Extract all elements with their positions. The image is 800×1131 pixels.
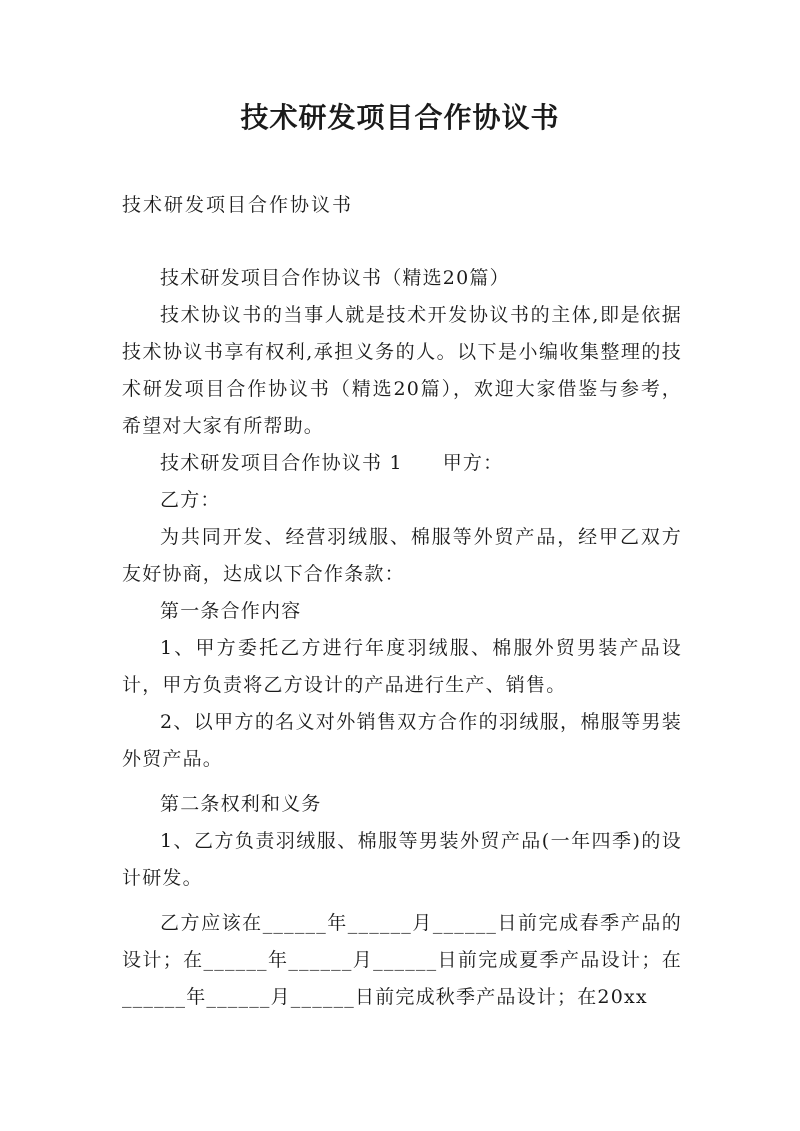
article-two-clause-1: 1、乙方负责羽绒服、棉服等男装外贸产品(一年四季)的设计研发。 xyxy=(122,830,682,889)
paragraph-purpose: 为共同开发、经营羽绒服、棉服等外贸产品，经甲乙双方友好协商，达成以下合作条款： xyxy=(122,526,682,585)
article-two-schedule: 乙方应该在______年______月______日前完成春季产品的设计；在______年______月______日前完成夏季产品设计；在______年______月______日前完成秋季产品设计；在20xx xyxy=(122,912,682,1008)
agreement-number: 技术研发项目合作协议书 1 xyxy=(160,452,403,474)
article-one-clause-1: 1、甲方委托乙方进行年度羽绒服、棉服外贸男装产品设计，甲方负责将乙方设计的产品进行生产、销售。 xyxy=(122,637,682,696)
party-b-label: 乙方： xyxy=(160,489,221,511)
party-a-label: 甲方： xyxy=(442,452,504,474)
document-title: 技术研发项目合作协议书 xyxy=(240,101,560,134)
article-one-heading: 第一条合作内容 xyxy=(160,600,302,622)
paragraph-collection-title: 技术研发项目合作协议书（精选20篇） xyxy=(160,267,510,289)
article-one-clause-2: 2、以甲方的名义对外销售双方合作的羽绒服，棉服等男装外贸产品。 xyxy=(122,711,682,770)
paragraph-agreement-heading xyxy=(122,445,682,482)
document-subtitle: 技术研发项目合作协议书 xyxy=(122,194,354,216)
document-body xyxy=(122,260,682,1016)
paragraph-intro: 技术协议书的当事人就是技术开发协议书的主体,即是依据技术协议书享有权利,承担义务的人。以下是小编收集整理的技术研发项目合作协议书（精选20篇），欢迎大家借鉴与参考，希望对大家有所帮助。 xyxy=(122,304,682,437)
article-two-heading: 第二条权利和义务 xyxy=(160,793,322,815)
